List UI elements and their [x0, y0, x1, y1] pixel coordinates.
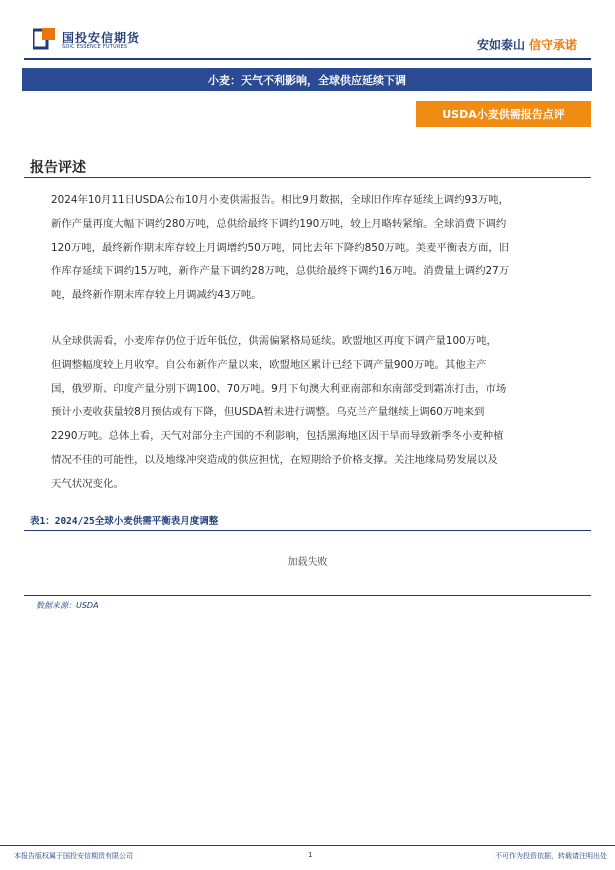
logo-name-cn: 国投安信期货 — [62, 31, 141, 45]
table-caption: 表1：2024/25全球小麦供需平衡表月度调整 — [30, 516, 219, 527]
title-banner — [22, 68, 592, 91]
page-number: 1 — [308, 851, 313, 859]
logo-icon — [33, 28, 55, 50]
section-heading: 报告评述 — [30, 160, 86, 176]
image-load-failed-text: 加载失败 — [287, 557, 328, 568]
slogan-part1: 安如泰山 — [476, 38, 525, 52]
paragraph-1: 2024年10月11日USDA公布10月小麦供需报告。相比9月数据，全球旧作库存延续上调约93万吨， 新作产量再度大幅下调约280万吨，总供给最终下调约190万吨，较上月略转紧缩。全球消费下调约 120万吨，最终新作期末库存较上月调增约50万吨，同比去年下降约850万吨。美麦平衡表方面，旧 作库存延续下调约15万吨，新作产量下调约28万吨，总供给最终下调约16万吨。消费量上调约27万 吨，最终新作期末库存较上月调减约43万吨。 — [51, 194, 510, 302]
paragraph-2: 从全球供需看，小麦库存仍位于近年低位，供需偏紧格局延续。欧盟地区再度下调产量100万吨， 但调整幅度较上月收窄。自公布新作产量以来，欧盟地区累计已经下调产量900万吨。其他主产 国，俄罗斯、印度产量分别下调100、70万吨。9月下旬澳大利亚南部和东南部受到霜冻打击，市场 预计小麦收获量较8月预估或有下降，但USDA暂未进行调整。乌克兰产量继续上调60万吨来到 2290万吨。总体上看，天气对部分主产国的不利影响，包括黑海地区因干旱而导致新季冬小麦种植 情况不佳的可能性，以及地缘冲突造成的供应担忧，在短期给予价格支撑。关注地缘局势发展以及 天气状况变化。 — [51, 335, 507, 490]
data-source: 数据来源：USDA — [36, 601, 99, 610]
slogan-part2: 信守承诺 — [528, 38, 577, 52]
header-divider — [24, 58, 591, 60]
footer-disclaimer: 不可作为投资依据，转载请注明出处 — [495, 852, 607, 860]
section-divider — [24, 177, 591, 178]
source-divider — [24, 595, 591, 596]
footer-copyright: 本报告版权属于国投安信期货有限公司 — [14, 852, 133, 860]
table-caption-divider — [24, 530, 591, 531]
logo-name-en: SDIC ESSENCE FUTURES — [62, 44, 128, 50]
report-title: 小麦：天气不利影响，全球供应延续下调 — [208, 73, 406, 87]
slogan — [477, 36, 577, 53]
report-type-banner — [416, 101, 591, 127]
footer-divider — [0, 845, 615, 846]
report-type-label: USDA小麦供需报告点评 — [442, 108, 565, 121]
